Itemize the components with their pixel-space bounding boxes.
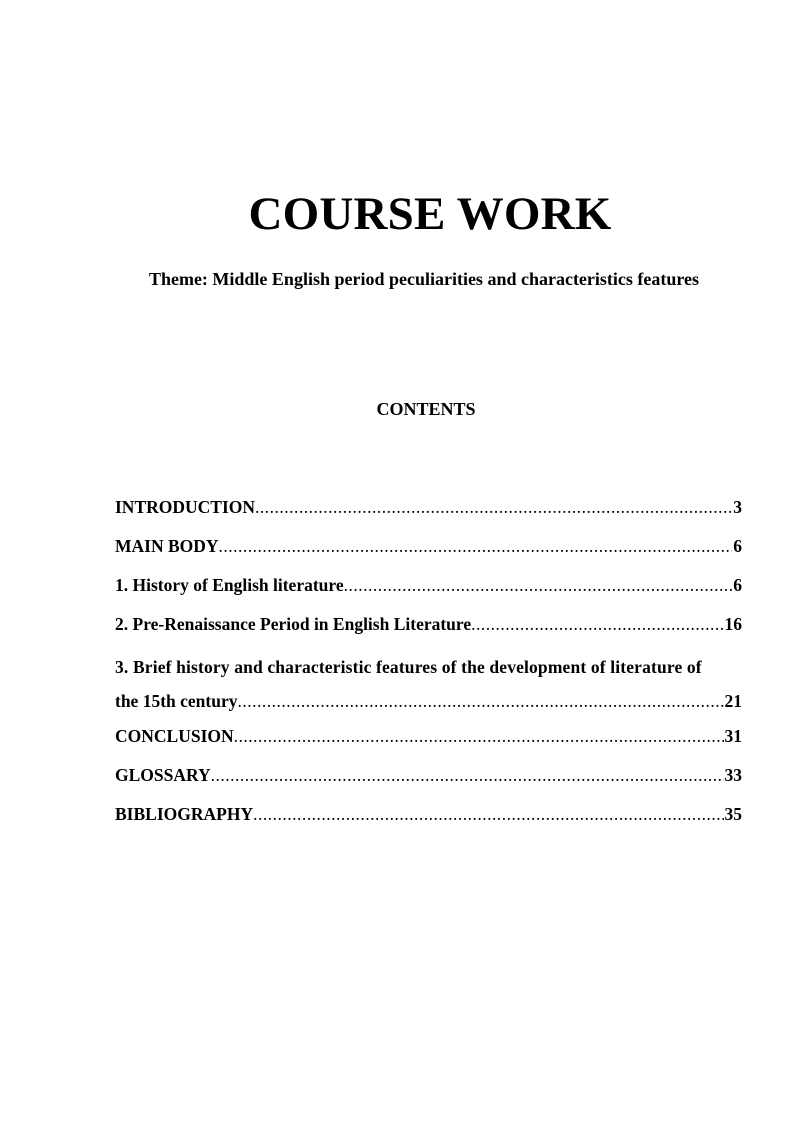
toc-page-number: 16 bbox=[724, 614, 742, 634]
toc-leader-dots bbox=[237, 684, 723, 718]
toc-entry-label: BIBLIOGRAPHY bbox=[115, 804, 254, 824]
toc-entry-label: CONCLUSION bbox=[115, 726, 234, 746]
toc-page-number: 6 bbox=[733, 536, 742, 556]
toc-entry-label: 2. Pre-Renaissance Period in English Literature bbox=[115, 614, 472, 634]
toc-entry-conclusion[interactable] bbox=[115, 723, 742, 762]
table-of-contents bbox=[115, 494, 742, 840]
document-theme: Theme: Middle English period peculiarities and characteristics features bbox=[148, 269, 700, 289]
toc-page-number: 3 bbox=[733, 497, 742, 517]
toc-entry-pre-renaissance-period[interactable] bbox=[115, 611, 742, 650]
toc-leader-dots bbox=[344, 572, 733, 598]
toc-leader-dots bbox=[211, 762, 724, 788]
toc-entry-glossary[interactable] bbox=[115, 762, 742, 801]
toc-page-number: 6 bbox=[733, 575, 742, 595]
toc-entry-label: 1. History of English literature bbox=[115, 575, 344, 595]
toc-entry-main-body[interactable] bbox=[115, 533, 742, 572]
toc-entry-history-of-english-literature[interactable] bbox=[115, 572, 742, 611]
toc-entry-line2 bbox=[115, 684, 742, 723]
toc-entry-label-line2: the 15th century bbox=[115, 691, 238, 711]
toc-page-number: 21 bbox=[724, 691, 742, 711]
toc-leader-dots bbox=[253, 801, 723, 827]
toc-entry-brief-history-15th-century[interactable] bbox=[115, 650, 742, 723]
toc-entry-label: INTRODUCTION bbox=[115, 497, 256, 517]
document-title: COURSE WORK bbox=[248, 188, 612, 240]
toc-page-number: 35 bbox=[724, 804, 742, 824]
toc-entry-bibliography[interactable] bbox=[115, 801, 742, 840]
toc-entry-label: GLOSSARY bbox=[115, 765, 211, 785]
toc-entry-label-line1: 3. Brief history and characteristic features of the development of literature of bbox=[115, 657, 702, 677]
toc-entry-introduction[interactable] bbox=[115, 494, 742, 533]
toc-page-number: 33 bbox=[724, 765, 742, 785]
toc-leader-dots bbox=[255, 494, 732, 520]
toc-entry-label: MAIN BODY bbox=[115, 536, 219, 556]
toc-page-number: 31 bbox=[724, 726, 742, 746]
toc-leader-dots bbox=[219, 533, 733, 559]
contents-heading: CONTENTS bbox=[376, 399, 476, 419]
toc-leader-dots bbox=[471, 611, 723, 637]
toc-leader-dots bbox=[234, 723, 724, 749]
